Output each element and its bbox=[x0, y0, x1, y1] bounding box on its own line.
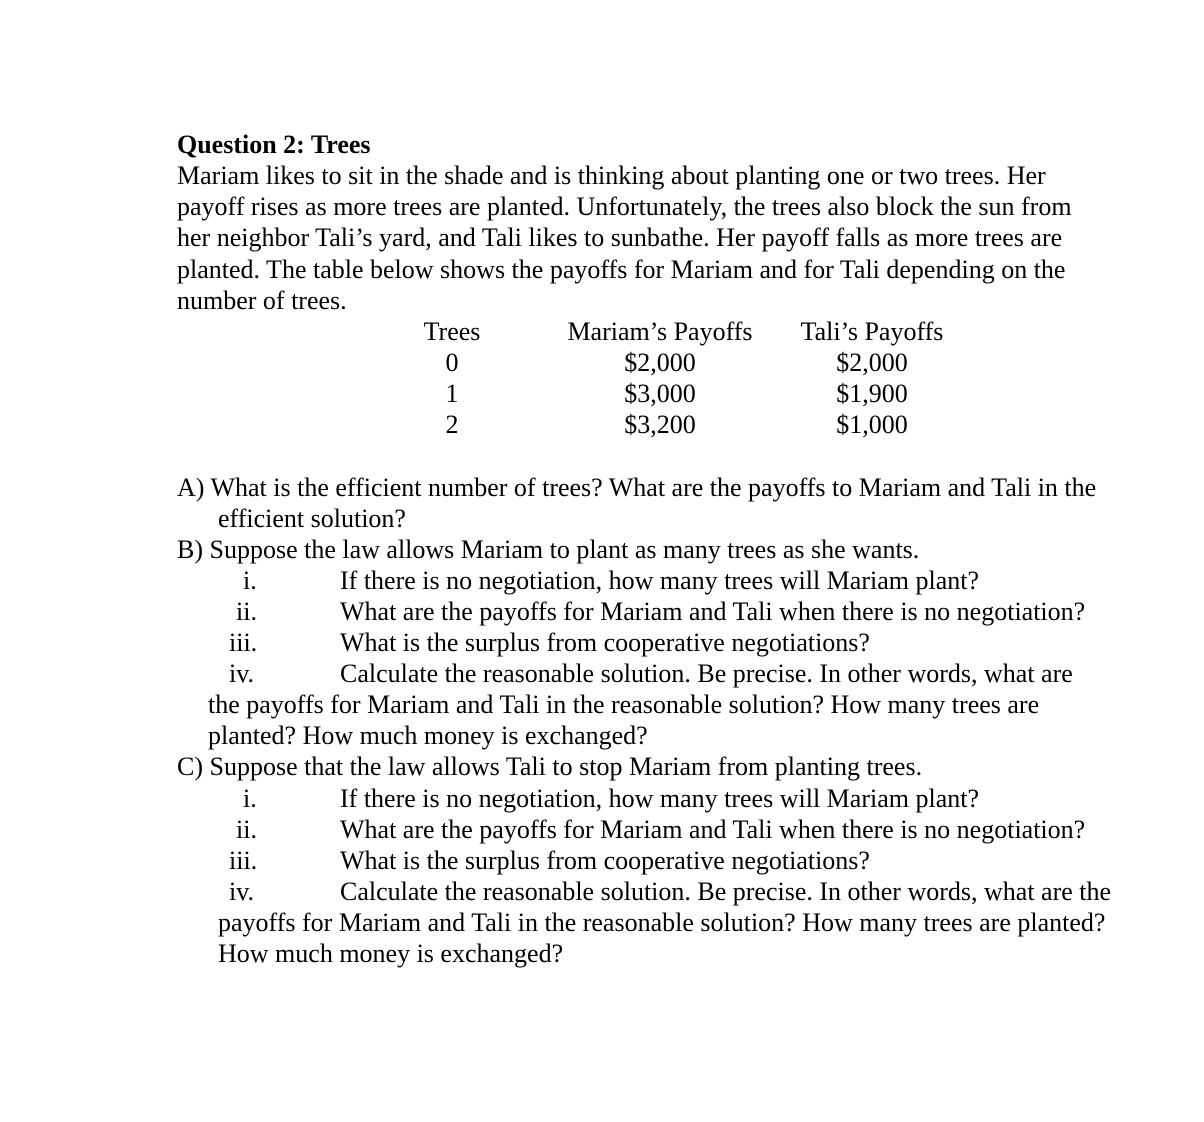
part-b-heading: B) Suppose the law allows Mariam to plant as many trees as she wants. bbox=[177, 535, 920, 564]
table-cell: $1,000 bbox=[836, 410, 908, 439]
list-item-text: What are the payoffs for Mariam and Tali when there is no negotiation? bbox=[340, 597, 1086, 626]
part-a-line: efficient solution? bbox=[218, 504, 406, 533]
list-item-number: iii. bbox=[229, 628, 258, 657]
intro-line: Mariam likes to sit in the shade and is thinking about planting one or two trees. Her bbox=[177, 161, 1046, 190]
list-item-text: Calculate the reasonable solution. Be precise. In other words, what are bbox=[340, 659, 1073, 688]
list-item-text: What is the surplus from cooperative negotiations? bbox=[340, 628, 870, 657]
table-cell: $2,000 bbox=[624, 348, 696, 377]
question-title: Question 2: Trees bbox=[177, 130, 371, 159]
intro-line: number of trees. bbox=[177, 286, 347, 315]
table-cell: $3,000 bbox=[624, 379, 696, 408]
trees-column bbox=[402, 316, 502, 440]
part-a-line: A) What is the efficient number of trees? What are the payoffs to Mariam and Tali in the bbox=[177, 473, 1097, 502]
table-cell: 0 bbox=[445, 348, 459, 377]
list-item-continuation: How much money is exchanged? bbox=[218, 939, 564, 968]
list-item-continuation: payoffs for Mariam and Tali in the reasonable solution? How many trees are planted? bbox=[218, 908, 1106, 937]
list-item-number: i. bbox=[243, 784, 257, 813]
table-cell: 2 bbox=[445, 410, 459, 439]
list-item-text: If there is no negotiation, how many trees will Mariam plant? bbox=[340, 566, 979, 595]
table-header-trees: Trees bbox=[423, 317, 481, 346]
table-cell: $2,000 bbox=[836, 348, 908, 377]
list-item-number: iii. bbox=[229, 846, 258, 875]
list-item-text: If there is no negotiation, how many trees will Mariam plant? bbox=[340, 784, 979, 813]
mariam-payoffs-column bbox=[555, 316, 765, 440]
list-item-number: ii. bbox=[236, 815, 257, 844]
intro-line: planted. The table below shows the payoffs for Mariam and for Tali depending on the bbox=[177, 255, 1066, 284]
list-item-number: i. bbox=[243, 566, 257, 595]
intro-line: her neighbor Tali’s yard, and Tali likes to sunbathe. Her payoff falls as more trees are bbox=[177, 223, 1063, 252]
table-cell: $1,900 bbox=[836, 379, 908, 408]
list-item-continuation: planted? How much money is exchanged? bbox=[208, 721, 648, 750]
intro-line: payoff rises as more trees are planted. Unfortunately, the trees also block the sun from bbox=[177, 192, 1072, 221]
list-item-number: iv. bbox=[229, 877, 255, 906]
table-cell: $3,200 bbox=[624, 410, 696, 439]
list-item-text: Calculate the reasonable solution. Be precise. In other words, what are the bbox=[340, 877, 1112, 906]
table-header-tali: Tali’s Payoffs bbox=[800, 317, 944, 346]
list-item-number: ii. bbox=[236, 597, 257, 626]
list-item-text: What is the surplus from cooperative negotiations? bbox=[340, 846, 870, 875]
table-header-mariam: Mariam’s Payoffs bbox=[567, 317, 753, 346]
tali-payoffs-column bbox=[787, 316, 957, 440]
table-cell: 1 bbox=[445, 379, 459, 408]
list-item-continuation: the payoffs for Mariam and Tali in the reasonable solution? How many trees are bbox=[208, 690, 1040, 719]
list-item-number: iv. bbox=[229, 659, 255, 688]
list-item-text: What are the payoffs for Mariam and Tali when there is no negotiation? bbox=[340, 815, 1086, 844]
part-c-heading: C) Suppose that the law allows Tali to stop Mariam from planting trees. bbox=[177, 752, 923, 781]
